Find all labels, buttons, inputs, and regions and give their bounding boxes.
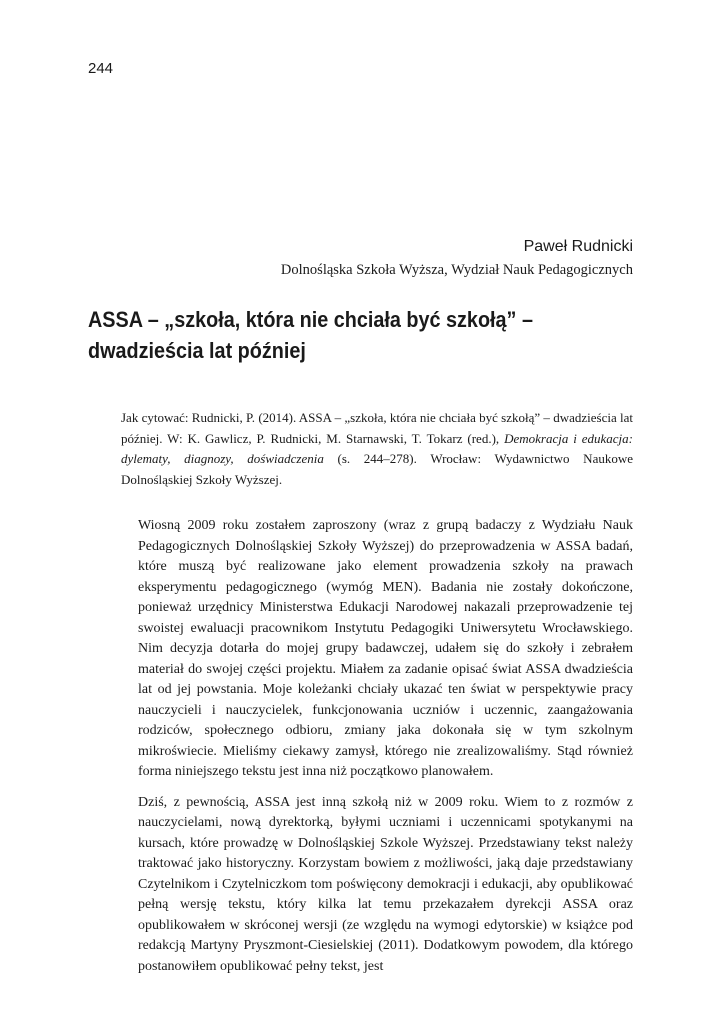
article-title	[88, 304, 583, 366]
citation-prefix: Jak cytować: Rudnicki, P. (2014). ASSA – „szkoła, która nie chciała być szkołą” – dwadzieścia lat później. W: K. Gawlicz, P. Rudnicki, M. Starnawski, T. Tokarz (red.),	[121, 410, 633, 446]
article-title-line-1: ASSA – „szkoła, która nie chciała być szkołą” –	[88, 307, 533, 332]
body-paragraph-1: Wiosną 2009 roku zostałem zaproszony (wraz z grupą badaczy z Wydziału Nauk Pedagogicznych Dolnośląskiej Szkoły Wyższej) do przeprowadzenia w ASSA badań, które muszą być realizowane jako element prowadzenia szkoły na prawach eksperymentu pedagogicznego (wymóg MEN). Badania nie zostały dokończone, ponieważ urzędnicy Ministerstwa Edukacji Narodowej nakazali przeprowadzenie tej swoistej ewaluacji pracownikom Instytutu Pedagogiki Uniwersytetu Wrocławskiego. Nim decyzja dotarła do mojej grupy badawczej, udałem się do szkoły i zebrałem materiał do swojej części projektu. Miałem za zadanie opisać świat ASSA dwadzieścia lat od jej powstania. Moje koleżanki chciały ukazać ten świat w perspektywie pracy nauczycieli i nauczycielek, funkcjonowania uczniów i uczennic, zaangażowania rodziców, społecznego odbioru, zmiany jaka dokonała się w tym szkolnym mikroświecie. Mieliśmy ciekawy zamysł, którego nie zrealizowaliśmy. Stąd również forma niniejszego tekstu jest inna niż początkowo planowałem.	[138, 518, 633, 779]
author-affiliation: Dolnośląska Szkoła Wyższa, Wydział Nauk Pedagogicznych	[280, 262, 633, 278]
author-name: Paweł Rudnicki	[523, 238, 633, 255]
article-title-line-2: dwadzieścia lat później	[88, 338, 306, 363]
body-paragraph-2: Dziś, z pewnością, ASSA jest inną szkołą niż w 2009 roku. Wiem to z rozmów z nauczycielami, nową dyrektorką, byłymi uczniami i uczennicami spotykanymi na kursach, które prowadzę w Dolnośląskiej Szkole Wyższej. Przedstawiany tekst należy traktować jako historyczny. Korzystam bowiem z możliwości, jaką daje przedstawiany Czytelnikom i Czytelniczkom tom poświęcony demokracji i edukacji, aby opublikować pełną wersję tekstu, który kilka lat temu przekazałem dyrekcji ASSA oraz opublikowałem w skróconej wersji (ze względu na wymogi edytorskie) w książce pod redakcją Martyny Pryszmont-Ciesielskiej (2011). Dodatkowym powodem, dla którego postanowiłem opublikować pełny tekst, jest	[138, 794, 633, 974]
citation-book-title: Demokracja i edukacja: dylematy, diagnozy, doświadczenia	[121, 430, 633, 466]
body-text	[138, 516, 633, 977]
citation-note	[121, 408, 633, 490]
author-block	[281, 236, 633, 280]
page-number: 244	[88, 60, 114, 77]
citation-suffix: (s. 244–278). Wrocław: Wydawnictwo Naukowe Dolnośląskiej Szkoły Wyższej.	[121, 451, 634, 487]
